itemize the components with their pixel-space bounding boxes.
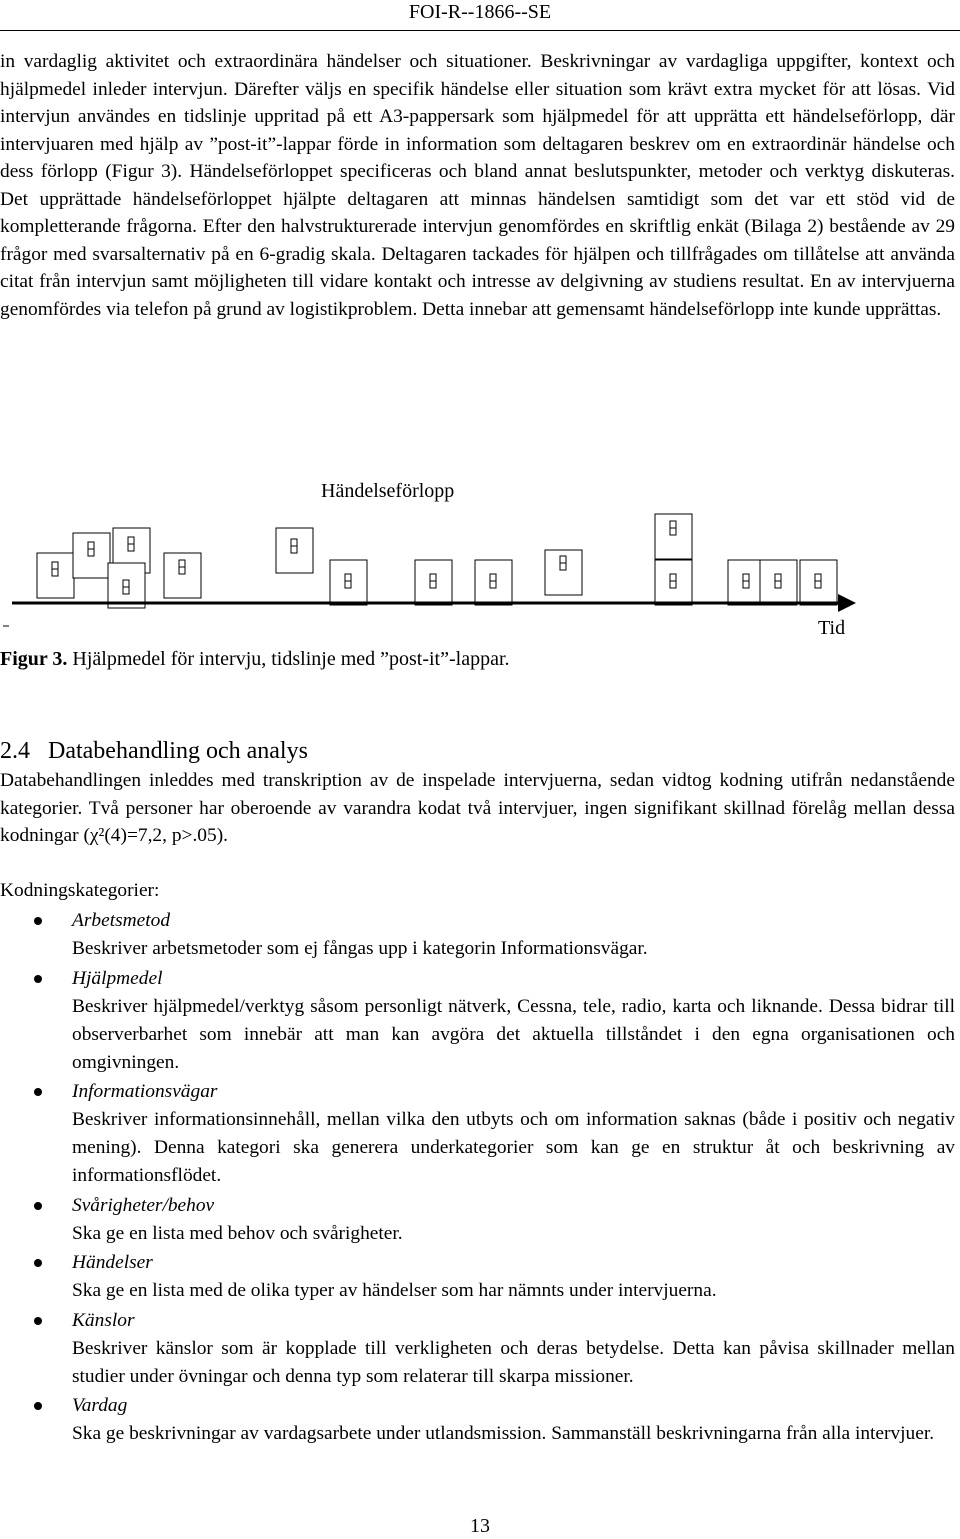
post-it-note [760, 560, 797, 605]
post-it-note [475, 560, 512, 605]
figure-title: Händelseförlopp [321, 480, 455, 502]
bullet-icon [34, 917, 42, 925]
category-list [0, 907, 955, 1450]
category-name: Händelser [72, 1252, 153, 1273]
post-it-note [330, 560, 367, 605]
section-title: Databehandling och analys [48, 738, 308, 764]
post-it-notes [37, 514, 837, 608]
bullet-icon [34, 1088, 42, 1096]
header-rule [0, 30, 960, 31]
bullet-icon [34, 1317, 42, 1325]
post-it-note [655, 514, 692, 559]
bullet-icon [34, 1259, 42, 1267]
figure-caption-text: Hjälpmedel för intervju, tidslinje med ”post-it”-lappar. [67, 648, 510, 670]
category-name: Informationsvägar [72, 1081, 218, 1102]
category-name: Hjälpmedel [72, 967, 163, 989]
post-it-note [108, 563, 145, 608]
category-item [0, 1249, 955, 1305]
category-description: Beskriver informationsinnehåll, mellan vilka den utbyts och om information saknas (både i positiv och negativ mening). Denna kategori ska generera underkategorier som kan ge en struktur åt och beskrivning av informationsflödet. [72, 1109, 955, 1186]
category-name: Vardag [72, 1395, 128, 1416]
figure-caption [0, 646, 510, 672]
post-it-note [276, 528, 313, 573]
category-item [0, 1192, 955, 1248]
post-it-note [73, 533, 110, 578]
category-description: Ska ge en lista med behov och svårigheter. [72, 1222, 403, 1244]
page-number: 13 [470, 1515, 490, 1537]
category-description: Beskriver känslor som är kopplade till verkligheten och deras betydelse. Detta kan påvisa skillnader mellan studier under övningar och denna typ som relaterar till skarpa missioner. [72, 1337, 955, 1387]
category-description: Beskriver hjälpmedel/verktyg såsom personligt nätverk, Cessna, tele, radio, karta och liknande. Dessa bidrar till observerbarhet som innebär att man kan avgöra det aktuella tillståndet i den egna organisationen och omgivningen. [72, 995, 955, 1073]
post-it-note [728, 560, 765, 605]
body-paragraph-analysis: Databehandlingen inleddes med transkription av de inspelade intervjuerna, sedan vidtog kodning utifrån nedanstående kategorier. Två personer har oberoende av varandra kodat två intervjuer, ingen signifikant skillnad förelåg mellan dessa kodningar (χ²(4)=7,2, p>.05). [0, 770, 955, 846]
category-item [0, 907, 955, 963]
post-it-note [800, 560, 837, 605]
category-name: Arbetsmetod [72, 910, 171, 931]
category-item [0, 1307, 955, 1391]
category-name: Svårigheter/behov [72, 1194, 215, 1216]
category-item [0, 1392, 955, 1448]
post-it-note [415, 560, 452, 605]
post-it-note [164, 553, 201, 598]
post-it-note [655, 560, 692, 605]
category-item [0, 1078, 955, 1190]
category-description: Ska ge en lista med de olika typer av händelser som har nämnts under intervjuerna. [72, 1280, 717, 1301]
category-item [0, 965, 955, 1077]
figure-caption-label: Figur 3. [0, 648, 68, 670]
bullet-icon [34, 1402, 42, 1410]
categories-heading: Kodningskategorier: [0, 880, 160, 901]
section-number: 2.4 [0, 738, 30, 764]
running-header: FOI-R--1866--SE [408, 1, 552, 23]
section-heading [0, 736, 308, 766]
bullet-icon [34, 975, 42, 983]
category-description: Ska ge beskrivningar av vardagsarbete under utlandsmission. Sammanställ beskrivningarna från alla intervjuer. [72, 1423, 935, 1444]
timeline-figure [0, 508, 960, 643]
category-name: Känslor [72, 1309, 135, 1331]
post-it-note [545, 550, 582, 595]
bullet-icon [34, 1202, 42, 1210]
timeline-arrowhead [838, 594, 856, 612]
body-paragraph-method: in vardaglig aktivitet och extraordinära händelser och situationer. Beskrivningar av vardagliga uppgifter, kontext och hjälpmedel inleder intervjun. Därefter väljs en specifik händelse eller situation som krävt extra mycket för att lösas. Vid intervjun användes en tidslinje uppritad på ett A3-pappersark som hjälpmedel för att upprätta ett händelseförlopp, där intervjuaren med hjälp av ”post-it”-lappar förde in information som deltagaren beskrev om en extraordinär händelse och dess förlopp (Figur 3). Händelseförloppet specificeras och bland annat beslutspunkter, metoder och verktyg diskuteras. Det upprättade händelseförloppet hjälpte deltagaren att minnas händelsen samtidigt som det var ett stöd vid de kompletterande frågorna. Efter den halvstrukturerade intervjun genomfördes en skriftlig enkät (Bilaga 2) bestående av 29 frågor med svarsalternativ på en 6-gradig skala. Deltagaren tackades för hjälpen och tillfrågades om tillåtelse att använda citat från intervjun samt möjligheten till vidare kontakt och intresse av delgivning av studiens resultat. En av intervjuerna genomfördes via telefon på grund av logistikproblem. Detta innebar att gemensamt händelseförlopp inte kunde upprättas. [0, 51, 955, 320]
timeline-axis-label: Tid [818, 617, 846, 639]
post-it-note [37, 553, 74, 598]
category-description: Beskriver arbetsmetoder som ej fångas upp i kategorin Informationsvägar. [72, 938, 648, 959]
